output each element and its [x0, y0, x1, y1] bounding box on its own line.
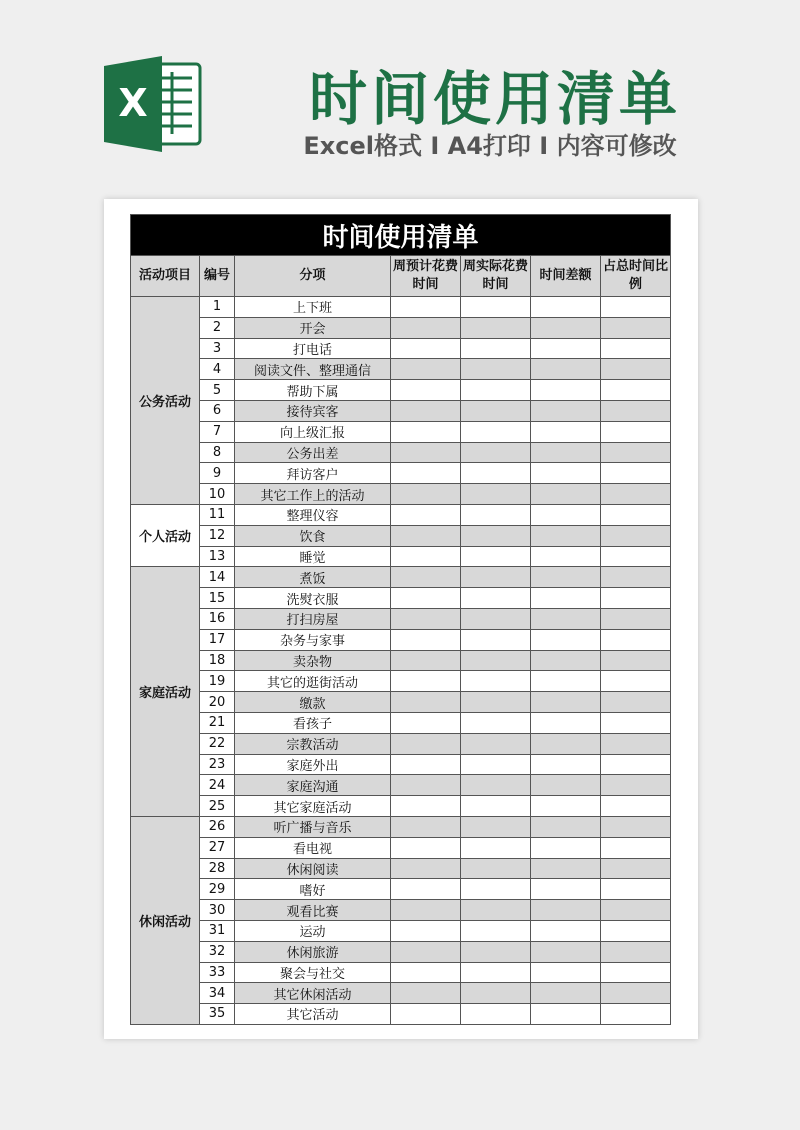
table-row: [131, 421, 671, 442]
number-cell[interactable]: 4: [200, 359, 235, 380]
banner-subtitle: Excel格式 I A4打印 I 内容可修改: [303, 132, 677, 160]
number-cell[interactable]: 32: [200, 941, 235, 962]
value-cell[interactable]: [601, 504, 671, 525]
table-row: [131, 442, 671, 463]
category-cell[interactable]: 家庭活动: [131, 567, 200, 817]
value-cell[interactable]: [461, 297, 531, 318]
value-cell[interactable]: [391, 504, 461, 525]
value-cell[interactable]: [531, 962, 601, 983]
value-cell[interactable]: [601, 359, 671, 380]
value-cell[interactable]: [461, 567, 531, 588]
logo-letter: X: [118, 81, 148, 125]
table-row: [131, 463, 671, 484]
item-cell[interactable]: 帮助下属: [235, 380, 391, 401]
value-cell[interactable]: [391, 567, 461, 588]
value-cell[interactable]: [391, 733, 461, 754]
value-cell[interactable]: [391, 858, 461, 879]
table-body: [131, 297, 671, 1025]
table-row: [131, 796, 671, 817]
item-cell[interactable]: 上下班: [235, 297, 391, 318]
item-cell[interactable]: 看电视: [235, 837, 391, 858]
value-cell[interactable]: [601, 380, 671, 401]
value-cell[interactable]: [391, 962, 461, 983]
value-cell[interactable]: [601, 837, 671, 858]
value-cell[interactable]: [531, 608, 601, 629]
value-cell[interactable]: [391, 1004, 461, 1025]
value-cell[interactable]: [601, 796, 671, 817]
value-cell[interactable]: [391, 588, 461, 609]
column-header: 分项: [235, 256, 391, 297]
value-cell[interactable]: [461, 359, 531, 380]
value-cell[interactable]: [531, 463, 601, 484]
item-cell[interactable]: 观看比赛: [235, 900, 391, 921]
table-row: [131, 588, 671, 609]
table-row: [131, 629, 671, 650]
value-cell[interactable]: [461, 837, 531, 858]
value-cell[interactable]: [461, 421, 531, 442]
column-header: 占总时间比例: [601, 256, 671, 297]
value-cell[interactable]: [531, 754, 601, 775]
value-cell[interactable]: [601, 546, 671, 567]
value-cell[interactable]: [531, 546, 601, 567]
value-cell[interactable]: [391, 421, 461, 442]
value-cell[interactable]: [461, 983, 531, 1004]
number-cell[interactable]: 16: [200, 608, 235, 629]
table-row: [131, 754, 671, 775]
table-row: [131, 525, 671, 546]
value-cell[interactable]: [461, 588, 531, 609]
value-cell[interactable]: [461, 733, 531, 754]
value-cell[interactable]: [601, 629, 671, 650]
value-cell[interactable]: [391, 775, 461, 796]
value-cell[interactable]: [601, 733, 671, 754]
item-cell[interactable]: 向上级汇报: [235, 421, 391, 442]
value-cell[interactable]: [531, 567, 601, 588]
number-cell[interactable]: 7: [200, 421, 235, 442]
item-cell[interactable]: 嗜好: [235, 879, 391, 900]
value-cell[interactable]: [601, 297, 671, 318]
number-cell[interactable]: 35: [200, 1004, 235, 1025]
item-cell[interactable]: 运动: [235, 920, 391, 941]
value-cell[interactable]: [391, 525, 461, 546]
value-cell[interactable]: [461, 941, 531, 962]
value-cell[interactable]: [601, 484, 671, 505]
table-row: [131, 900, 671, 921]
value-cell[interactable]: [531, 650, 601, 671]
item-cell[interactable]: 聚会与社交: [235, 962, 391, 983]
value-cell[interactable]: [391, 463, 461, 484]
item-cell[interactable]: 卖杂物: [235, 650, 391, 671]
value-cell[interactable]: [531, 317, 601, 338]
value-cell[interactable]: [531, 442, 601, 463]
item-cell[interactable]: 宗教活动: [235, 733, 391, 754]
value-cell[interactable]: [461, 504, 531, 525]
value-cell[interactable]: [461, 400, 531, 421]
time-usage-table: [130, 214, 671, 1025]
value-cell[interactable]: [601, 858, 671, 879]
value-cell[interactable]: [531, 775, 601, 796]
value-cell[interactable]: [601, 900, 671, 921]
number-cell[interactable]: 27: [200, 837, 235, 858]
header-row: [131, 256, 671, 297]
item-cell[interactable]: 阅读文件、整理通信: [235, 359, 391, 380]
value-cell[interactable]: [601, 879, 671, 900]
value-cell[interactable]: [391, 317, 461, 338]
item-cell[interactable]: 洗熨衣服: [235, 588, 391, 609]
value-cell[interactable]: [531, 941, 601, 962]
value-cell[interactable]: [391, 442, 461, 463]
number-cell[interactable]: 5: [200, 380, 235, 401]
item-cell[interactable]: 饮食: [235, 525, 391, 546]
value-cell[interactable]: [531, 920, 601, 941]
value-cell[interactable]: [531, 837, 601, 858]
value-cell[interactable]: [461, 796, 531, 817]
item-cell[interactable]: 休闲阅读: [235, 858, 391, 879]
value-cell[interactable]: [601, 754, 671, 775]
table-row: [131, 712, 671, 733]
value-cell[interactable]: [461, 442, 531, 463]
table-row: [131, 733, 671, 754]
table-row: [131, 941, 671, 962]
item-cell[interactable]: 公务出差: [235, 442, 391, 463]
value-cell[interactable]: [601, 1004, 671, 1025]
value-cell[interactable]: [601, 400, 671, 421]
value-cell[interactable]: [391, 983, 461, 1004]
value-cell[interactable]: [391, 359, 461, 380]
value-cell[interactable]: [531, 1004, 601, 1025]
value-cell[interactable]: [461, 525, 531, 546]
value-cell[interactable]: [531, 484, 601, 505]
value-cell[interactable]: [531, 400, 601, 421]
spreadsheet-page: [104, 199, 698, 1039]
table-row: [131, 962, 671, 983]
value-cell[interactable]: [391, 650, 461, 671]
table-row: [131, 484, 671, 505]
item-cell[interactable]: 其它工作上的活动: [235, 484, 391, 505]
value-cell[interactable]: [531, 359, 601, 380]
item-cell[interactable]: 其它家庭活动: [235, 796, 391, 817]
number-cell[interactable]: 14: [200, 567, 235, 588]
value-cell[interactable]: [461, 671, 531, 692]
table-row: [131, 567, 671, 588]
table-row: [131, 400, 671, 421]
value-cell[interactable]: [391, 546, 461, 567]
item-cell[interactable]: 缴款: [235, 692, 391, 713]
number-cell[interactable]: 29: [200, 879, 235, 900]
value-cell[interactable]: [461, 900, 531, 921]
value-cell[interactable]: [461, 1004, 531, 1025]
value-cell[interactable]: [531, 983, 601, 1004]
value-cell[interactable]: [461, 754, 531, 775]
value-cell[interactable]: [461, 546, 531, 567]
value-cell[interactable]: [461, 775, 531, 796]
table-row: [131, 380, 671, 401]
value-cell[interactable]: [461, 692, 531, 713]
table-row: [131, 297, 671, 318]
value-cell[interactable]: [391, 608, 461, 629]
value-cell[interactable]: [531, 338, 601, 359]
table-row: [131, 608, 671, 629]
table-row: [131, 775, 671, 796]
column-header: 活动项目: [131, 256, 200, 297]
value-cell[interactable]: [391, 484, 461, 505]
value-cell[interactable]: [601, 442, 671, 463]
value-cell[interactable]: [461, 484, 531, 505]
value-cell[interactable]: [391, 941, 461, 962]
number-cell[interactable]: 33: [200, 962, 235, 983]
value-cell[interactable]: [391, 900, 461, 921]
item-cell[interactable]: 看孩子: [235, 712, 391, 733]
value-cell[interactable]: [391, 629, 461, 650]
value-cell[interactable]: [461, 650, 531, 671]
number-cell[interactable]: 11: [200, 504, 235, 525]
table-row: [131, 879, 671, 900]
value-cell[interactable]: [461, 816, 531, 837]
column-header: 时间差额: [531, 256, 601, 297]
number-cell[interactable]: 20: [200, 692, 235, 713]
value-cell[interactable]: [601, 525, 671, 546]
value-cell[interactable]: [461, 712, 531, 733]
number-cell[interactable]: 22: [200, 733, 235, 754]
number-cell[interactable]: 9: [200, 463, 235, 484]
value-cell[interactable]: [601, 650, 671, 671]
item-cell[interactable]: 休闲旅游: [235, 941, 391, 962]
value-cell[interactable]: [531, 816, 601, 837]
value-cell[interactable]: [461, 920, 531, 941]
value-cell[interactable]: [391, 338, 461, 359]
value-cell[interactable]: [531, 629, 601, 650]
value-cell[interactable]: [531, 504, 601, 525]
table-row: [131, 650, 671, 671]
value-cell[interactable]: [391, 380, 461, 401]
number-cell[interactable]: 28: [200, 858, 235, 879]
value-cell[interactable]: [461, 380, 531, 401]
table-row: [131, 858, 671, 879]
item-cell[interactable]: 家庭外出: [235, 754, 391, 775]
number-cell[interactable]: 1: [200, 297, 235, 318]
table-row: [131, 692, 671, 713]
item-cell[interactable]: 其它休闲活动: [235, 983, 391, 1004]
number-cell[interactable]: 6: [200, 400, 235, 421]
number-cell[interactable]: 2: [200, 317, 235, 338]
value-cell[interactable]: [461, 962, 531, 983]
value-cell[interactable]: [391, 400, 461, 421]
table-row: [131, 816, 671, 837]
number-cell[interactable]: 13: [200, 546, 235, 567]
value-cell[interactable]: [461, 858, 531, 879]
item-cell[interactable]: 杂务与家事: [235, 629, 391, 650]
excel-logo: [104, 56, 204, 152]
value-cell[interactable]: [531, 733, 601, 754]
number-cell[interactable]: 31: [200, 920, 235, 941]
table-row: [131, 983, 671, 1004]
value-cell[interactable]: [601, 941, 671, 962]
value-cell[interactable]: [601, 608, 671, 629]
item-cell[interactable]: 打电话: [235, 338, 391, 359]
value-cell[interactable]: [461, 338, 531, 359]
value-cell[interactable]: [601, 775, 671, 796]
table-row: [131, 504, 671, 525]
value-cell[interactable]: [461, 463, 531, 484]
number-cell[interactable]: 10: [200, 484, 235, 505]
number-cell[interactable]: 30: [200, 900, 235, 921]
value-cell[interactable]: [601, 338, 671, 359]
value-cell[interactable]: [461, 629, 531, 650]
column-header: 周预计花费时间: [391, 256, 461, 297]
value-cell[interactable]: [601, 692, 671, 713]
value-cell[interactable]: [391, 816, 461, 837]
value-cell[interactable]: [531, 297, 601, 318]
item-cell[interactable]: 家庭沟通: [235, 775, 391, 796]
column-header: 周实际花费时间: [461, 256, 531, 297]
number-cell[interactable]: 19: [200, 671, 235, 692]
sheet-title: 时间使用清单: [131, 215, 671, 256]
number-cell[interactable]: 26: [200, 816, 235, 837]
value-cell[interactable]: [531, 879, 601, 900]
number-cell[interactable]: 25: [200, 796, 235, 817]
value-cell[interactable]: [531, 692, 601, 713]
value-cell[interactable]: [391, 712, 461, 733]
value-cell[interactable]: [601, 588, 671, 609]
item-cell[interactable]: 接待宾客: [235, 400, 391, 421]
number-cell[interactable]: 18: [200, 650, 235, 671]
value-cell[interactable]: [531, 858, 601, 879]
number-cell[interactable]: 17: [200, 629, 235, 650]
value-cell[interactable]: [461, 317, 531, 338]
value-cell[interactable]: [601, 962, 671, 983]
value-cell[interactable]: [531, 525, 601, 546]
table-row: [131, 317, 671, 338]
number-cell[interactable]: 24: [200, 775, 235, 796]
table-row: [131, 359, 671, 380]
value-cell[interactable]: [531, 380, 601, 401]
value-cell[interactable]: [391, 692, 461, 713]
value-cell[interactable]: [601, 671, 671, 692]
value-cell[interactable]: [391, 920, 461, 941]
item-cell[interactable]: 开会: [235, 317, 391, 338]
column-header: 编号: [200, 256, 235, 297]
item-cell[interactable]: 整理仪容: [235, 504, 391, 525]
value-cell[interactable]: [601, 920, 671, 941]
table-row: [131, 837, 671, 858]
item-cell[interactable]: 打扫房屋: [235, 608, 391, 629]
table-row: [131, 546, 671, 567]
value-cell[interactable]: [391, 754, 461, 775]
number-cell[interactable]: 23: [200, 754, 235, 775]
value-cell[interactable]: [391, 837, 461, 858]
value-cell[interactable]: [461, 879, 531, 900]
value-cell[interactable]: [391, 796, 461, 817]
value-cell[interactable]: [531, 588, 601, 609]
item-cell[interactable]: 拜访客户: [235, 463, 391, 484]
value-cell[interactable]: [601, 421, 671, 442]
number-cell[interactable]: 34: [200, 983, 235, 1004]
category-cell[interactable]: 个人活动: [131, 504, 200, 566]
value-cell[interactable]: [531, 712, 601, 733]
table-row: [131, 920, 671, 941]
table-row: [131, 671, 671, 692]
value-cell[interactable]: [601, 816, 671, 837]
table-row: [131, 338, 671, 359]
value-cell[interactable]: [601, 317, 671, 338]
table-row: [131, 1004, 671, 1025]
value-cell[interactable]: [531, 421, 601, 442]
number-cell[interactable]: 8: [200, 442, 235, 463]
item-cell[interactable]: 听广播与音乐: [235, 816, 391, 837]
value-cell[interactable]: [531, 671, 601, 692]
value-cell[interactable]: [531, 900, 601, 921]
number-cell[interactable]: 21: [200, 712, 235, 733]
value-cell[interactable]: [601, 712, 671, 733]
number-cell[interactable]: 15: [200, 588, 235, 609]
category-cell[interactable]: 休闲活动: [131, 816, 200, 1024]
value-cell[interactable]: [601, 567, 671, 588]
item-cell[interactable]: 其它活动: [235, 1004, 391, 1025]
value-cell[interactable]: [531, 796, 601, 817]
value-cell[interactable]: [601, 463, 671, 484]
banner-title: 时间使用清单: [308, 65, 681, 133]
category-cell[interactable]: 公务活动: [131, 297, 200, 505]
item-cell[interactable]: 睡觉: [235, 546, 391, 567]
value-cell[interactable]: [391, 671, 461, 692]
value-cell[interactable]: [391, 297, 461, 318]
item-cell[interactable]: 煮饭: [235, 567, 391, 588]
number-cell[interactable]: 3: [200, 338, 235, 359]
item-cell[interactable]: 其它的逛街活动: [235, 671, 391, 692]
number-cell[interactable]: 12: [200, 525, 235, 546]
value-cell[interactable]: [601, 983, 671, 1004]
value-cell[interactable]: [391, 879, 461, 900]
value-cell[interactable]: [461, 608, 531, 629]
